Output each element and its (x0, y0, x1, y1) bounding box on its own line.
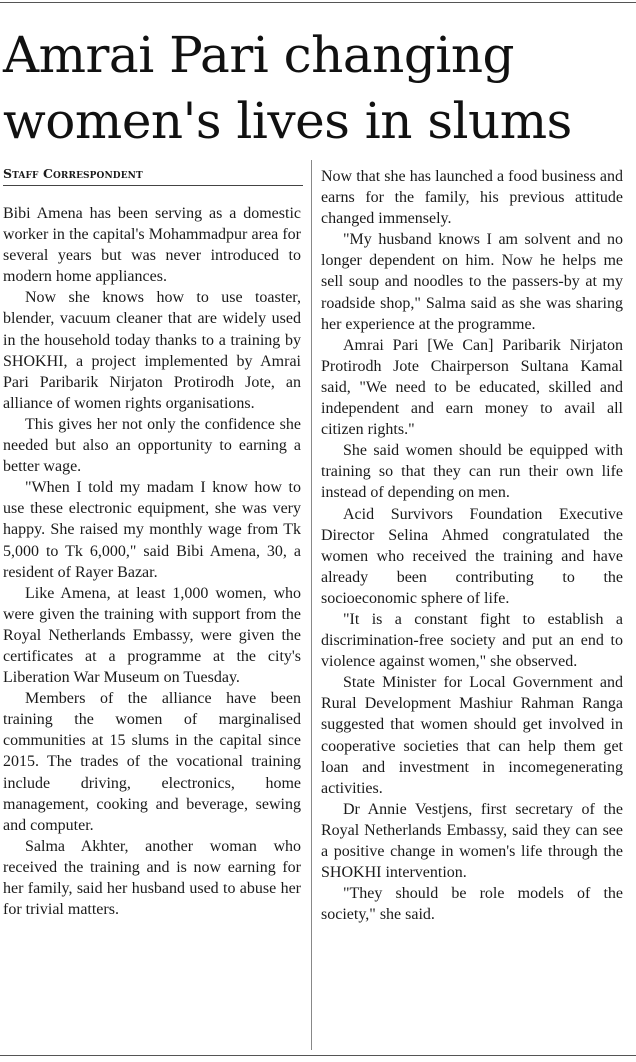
paragraph: "When I told my madam I know how to use these electronic equipment, she was very happy. She raised my monthly wage from Tk 5,000 to Tk 6,000," said Bibi Amena, 30, a resident of Rayer Bazar. (3, 479, 301, 581)
paragraph: Now she knows how to use toaster, blender, vacuum cleaner that are widely used in the household today thanks to a training by SHOKHI, a project implemented by Amrai Pari Paribarik Nirjaton Protirodh Jote, an alliance of women rights organisations. (3, 289, 301, 412)
left-column (3, 203, 301, 920)
paragraph: Acid Survivors Foundation Executive Director Selina Ahmed congratulated the women who received the training and have already been contributing to the socioeconomic sphere of life. (321, 505, 623, 607)
paragraph: "It is a constant fight to establish a discrimination-free society and put an end to violence against women," she observed. (321, 610, 623, 671)
paragraph: This gives her not only the confidence she needed but also an opportunity to earning a better wage. (3, 415, 301, 476)
paragraph: "My husband knows I am solvent and no longer dependent on him. Now he helps me sell soup and noodles to the passers-by at my roadside shop," Salma said as she was sharing her experience at the programme. (321, 231, 623, 333)
paragraph: She said women should be equipped with training so that they can run their own life instead of depending on men. (321, 442, 623, 502)
byline: Staff Correspondent (3, 166, 303, 186)
paragraph: Members of the alliance have been training the women of marginalised communities at 15 slums in the capital since 2015. The trades of the vocational training include driving, electronics, home management, cooking and beverage, sewing and computer. (3, 690, 301, 834)
right-column (321, 166, 623, 925)
headline: Amrai Pari changing women's lives in slums (3, 26, 572, 150)
paragraph: State Minister for Local Government and Rural Development Mashiur Rahman Ranga suggested that women should get involved in cooperative societies that can help them get loan and investment in incomegenerating activities. (321, 674, 623, 797)
top-rule (0, 2, 636, 3)
paragraph: Amrai Pari [We Can] Paribarik Nirjaton Protirodh Jote Chairperson Sultana Kamal said, "We need to be educated, skilled and independent and earn money to avail all citizen rights." (321, 336, 623, 439)
paragraph: "They should be role models of the society," she said. (321, 885, 623, 924)
bottom-rule (0, 1055, 636, 1056)
paragraph: Now that she has launched a food business and earns for the family, his previous attitude changed immensely. (321, 168, 623, 228)
paragraph: Salma Akhter, another woman who received the training and is now earning for her family, said her husband used to abuse her for trivial matters. (3, 837, 301, 919)
paragraph: Bibi Amena has been serving as a domestic worker in the capital's Mohammadpur area for several years but was never introduced to modern home appliances. (3, 205, 301, 286)
paragraph: Like Amena, at least 1,000 women, who were given the training with support from the Royal Netherlands Embassy, were given the certificates at a programme at the city's Liberation War Museum on Tuesday. (3, 584, 301, 687)
paragraph: Dr Annie Vestjens, first secretary of the Royal Netherlands Embassy, said they can see a positive change in women's life through the SHOKHI intervention. (321, 800, 623, 882)
column-divider (311, 160, 312, 1050)
